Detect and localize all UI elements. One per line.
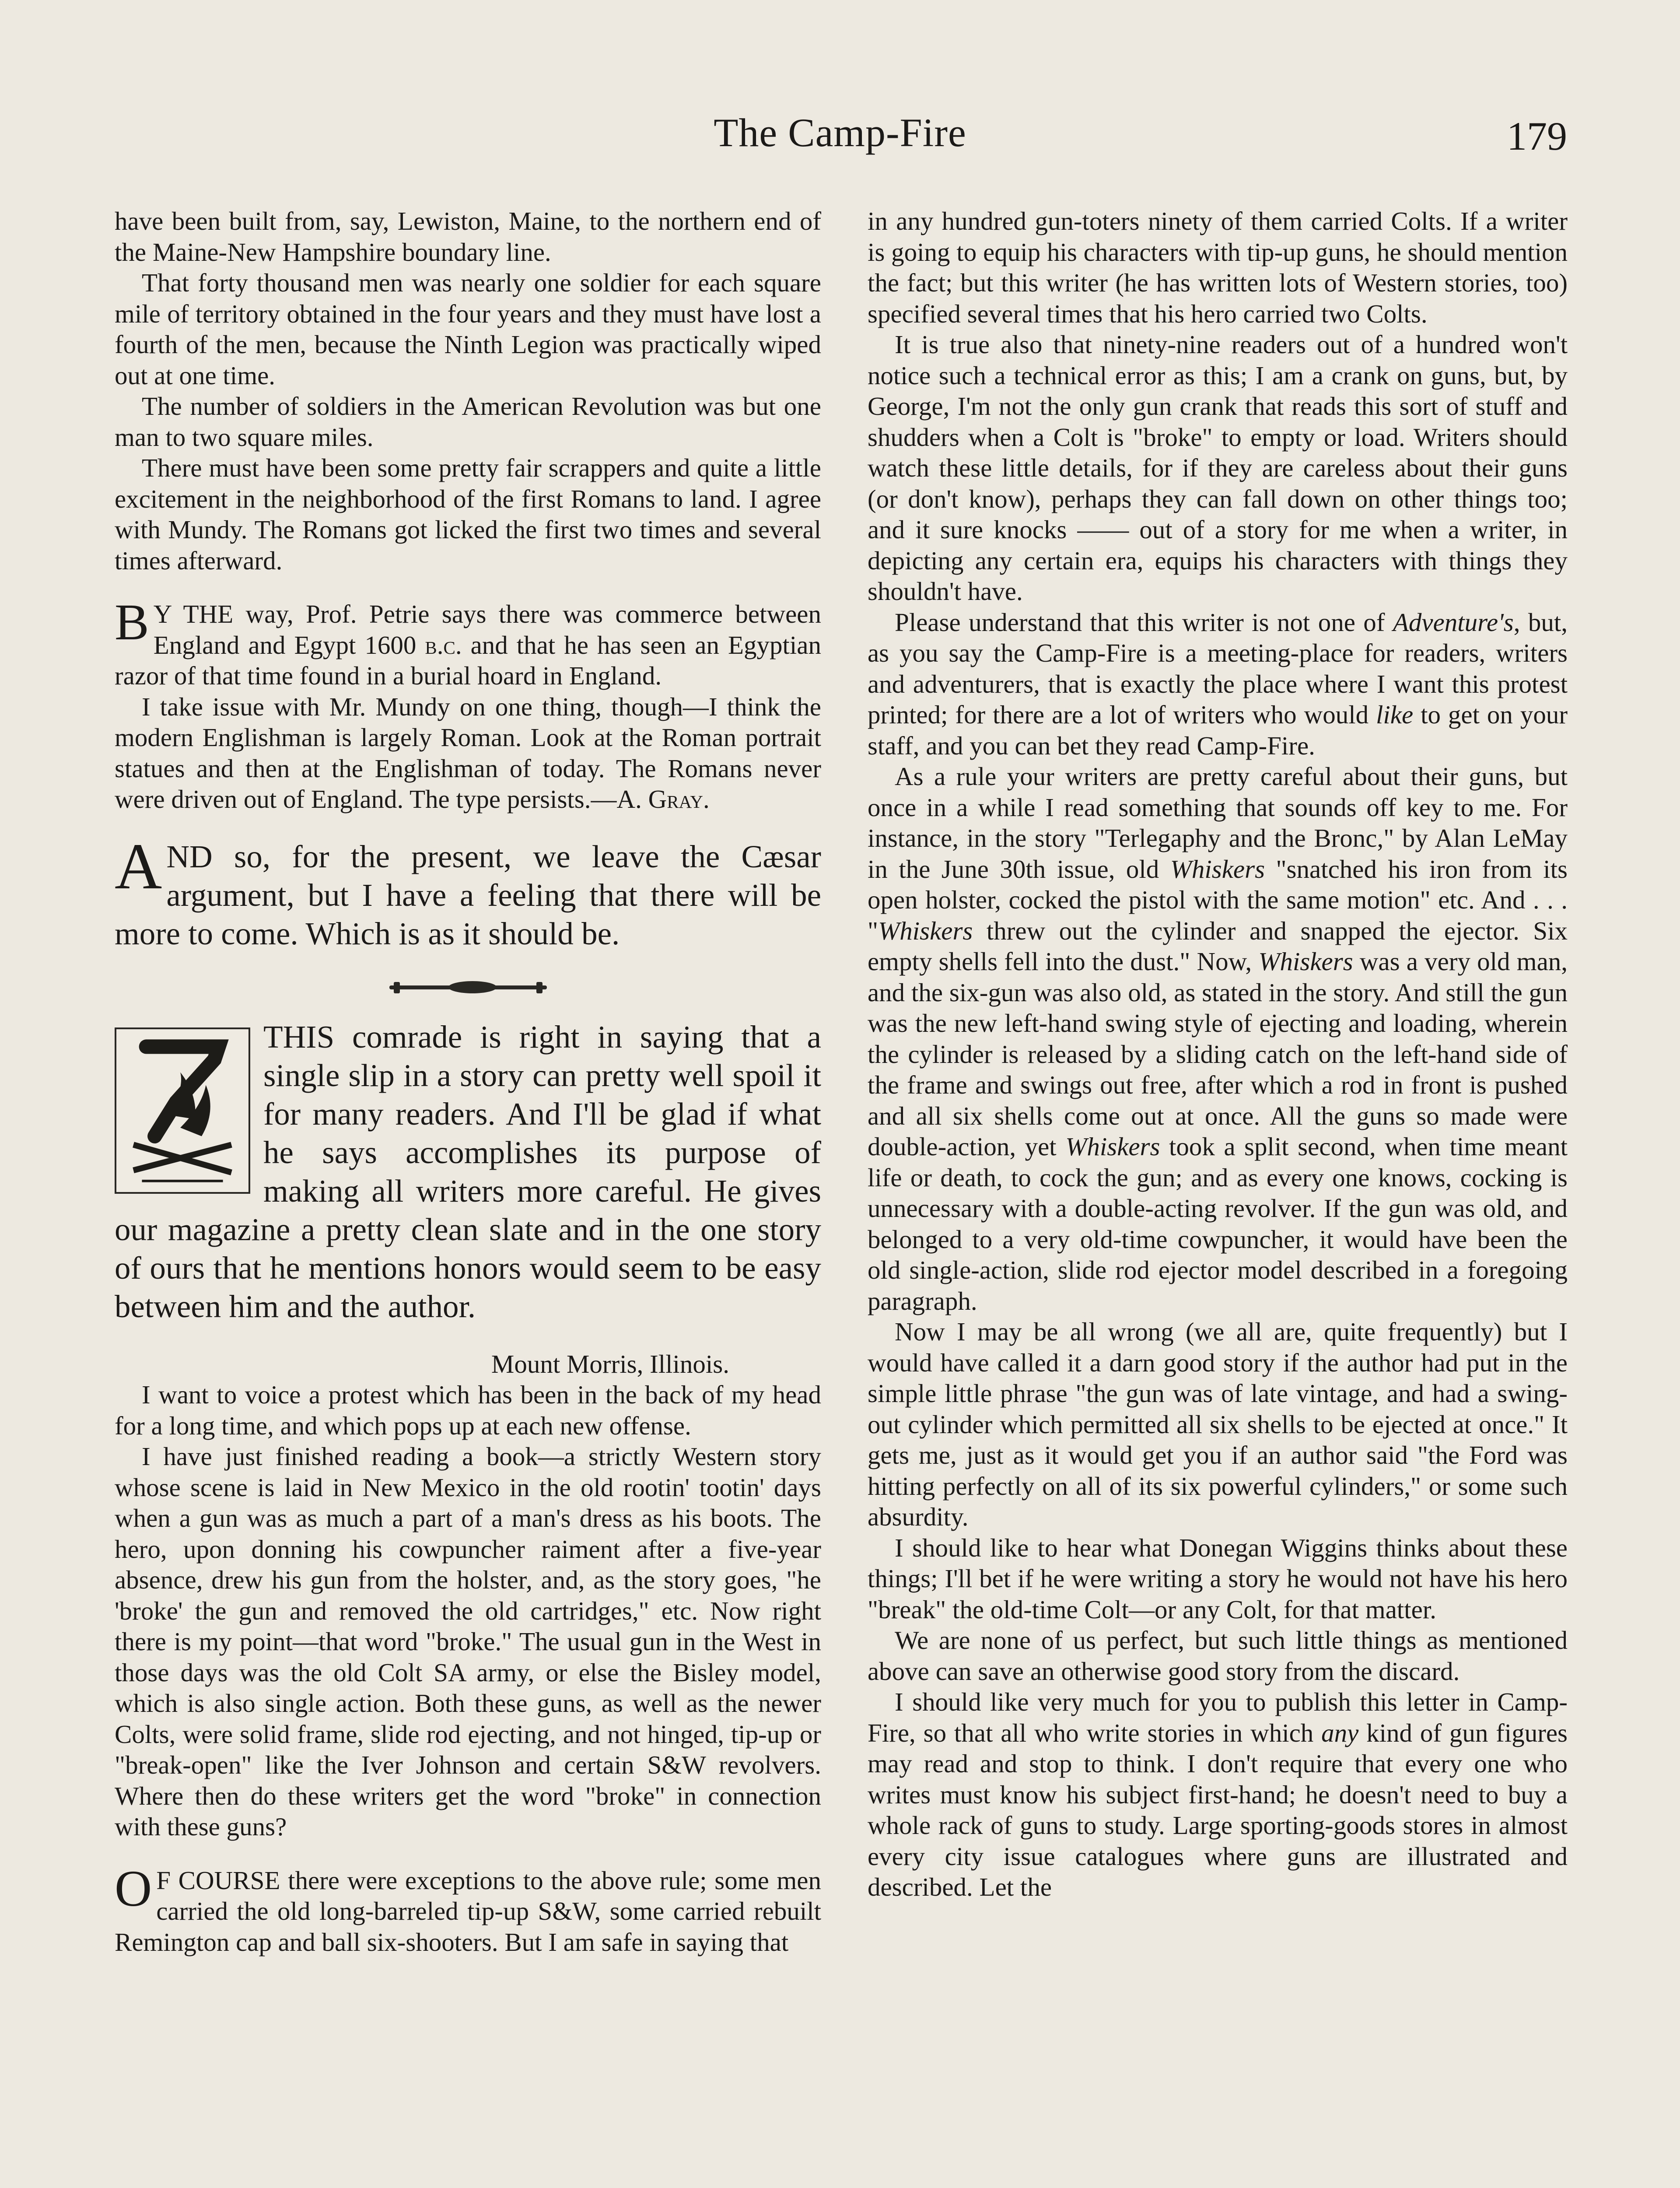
paragraph: I should like to hear what Donegan Wiggins thinks about these things; I'll bet if he were writing a story he would not have his hero "break" the old-time Colt—or any Colt, for that matter.	[868, 1533, 1568, 1624]
paragraph: There must have been some pretty fair scrappers and quite a little excitement in the neighborhood of the first Romans to land. I agree with Mundy. The Romans got licked the first two times and several times afterward.	[115, 453, 821, 575]
signature: A. Gray.	[616, 785, 710, 813]
paragraph: O F COURSE there were exceptions to the above rule; some men carried the old long-barreled tip-up S&W, some carried rebuilt Remington cap and ball six-shooters. But I am safe in saying that	[115, 1859, 821, 1957]
paragraph: have been built from, say, Lewiston, Maine, to the northern end of the Maine-New Hampshire boundary line.	[115, 207, 821, 266]
paragraph: I have just finished reading a book—a strictly Western story whose scene is laid in New Mexico in the old rootin' tootin' days when a gun was as much a part of a man's dress as his boots. The hero, upon donning his cowpuncher raiment after a five-year absence, drew his gun from the holster, and, as the story goes, "he 'broke' the gun and removed the old cartridges," etc. Now right there is my point—that word "broke." The usual gun in the West in those days was the old Colt SA army, or else the Bisley model, which is also single action. Both these guns, as well as the newer Colts, were solid frame, slide rod ejecting, and not hinged, tip-up or "break-open" like the Iver Johnson and certain S&W revolvers. Where then do these writers get the word "broke" in connection with these guns?	[115, 1442, 821, 1841]
initial-letter: O	[115, 1859, 152, 1917]
page-number: 179	[1507, 114, 1567, 158]
paragraph: We are none of us perfect, but such little things as mentioned above can save an otherwise good story from the discard.	[868, 1626, 1568, 1686]
lead-in: ND	[166, 838, 213, 874]
paragraph: As a rule your writers are pretty careful about their guns, but once in a while I read something that sounds off key to me. For instance, in the story "Terlegaphy and the Bronc," by Alan LeMay in the June 30th issue, old Whiskers "snatched his iron from its open holster, cocked the pistol with the same motion" etc. And . . . "Whiskers threw out the cylinder and snapped the ejector. Six empty shells fell into the dust." Now, Whiskers was a very old man, and the six-gun was also old, as stated in the story. And still the gun was the new left-hand swing style of ejecting and loading, wherein the cylinder is released by a sliding catch on the left-hand side of the frame and swings out free, after which a rod in front is pushed and all six shells come out at once. All the guns so made were double-action, yet Whiskers took a split second, when time meant life or death, to cock the gun; and as every one knows, cocking is unnecessary with a double-acting revolver. If the gun was old, and belonged to a very old-time cowpuncher, it would have been the old single-action, slide rod ejector model described in a foregoing paragraph.	[868, 762, 1568, 1315]
paragraph: It is true also that ninety-nine readers out of a hundred won't notice such a technical error as this; I am a crank on guns, but, by George, I'm not the only gun crank that reads this sort of stuff and shudders when a Colt is "broke" to empty or load. Writers should watch these little details, for if they are careless about their guns (or don't know), perhaps they can fall down on other things too; and it sure knocks —— out of a story for me when a writer, in depicting any certain era, equips his characters with things they shouldn't have.	[868, 330, 1568, 606]
initial-letter: A	[115, 830, 162, 903]
lead-in: F COURSE	[156, 1865, 280, 1895]
paragraph: Please understand that this writer is not one of Adventure's, but, as you say the Camp-Fire is a meeting-place for readers, writers and adventurers, that is exactly the place where I want this protest printed; for there are a lot of writers who would like to get on your staff, and you can bet they read Camp-Fire.	[868, 607, 1568, 760]
paragraph: I should like very much for you to publish this letter in Camp-Fire, so that all who write stories in which any kind of gun figures may read and stop to think. I don't require that every one who writes must know his subject first-hand; he doesn't need to buy a whole rack of guns to study. Large sporting-goods stores in almost every city issue catalogues where guns are illustrated and described. Let the	[868, 1687, 1568, 1901]
campfire-illustration-icon	[115, 1027, 250, 1194]
running-head	[0, 109, 1680, 162]
paragraph: AND so, for the present, we leave the Cæsar argument, but I have a feeling that there will be more to come. Which is as it should be.	[115, 830, 821, 951]
paragraph: THIS comrade is right in saying that a single slip in a story can pretty well spoil it for many readers. And I'll be glad if what he says accomplishes its purpose of making all writers more careful. He gives our magazine a pretty clean slate and in the one story of ours that he mentions honors would seem to be easy between him and the author.	[115, 1019, 821, 1324]
era-abbrev: b.c.	[425, 630, 462, 659]
character-name: Whiskers	[1170, 854, 1265, 884]
paragraph: Now I may be all wrong (we all are, quite frequently) but I would have called it a darn good story if the author had put in the simple little phrase "the gun was of late vintage, and had a swing-out cylinder which permitted all six shells to be ejected at once." It gets me, just as it would get you if an author said "the Ford was hitting perfectly on all of its six powerful cylinders," or some such absurdity.	[868, 1317, 1568, 1531]
paragraph: That forty thousand men was nearly one soldier for each square mile of territory obtained in the four years and they must have lost a fourth of the men, because the Ninth Legion was practically wiped out at one time.	[115, 268, 821, 390]
rifle-ornament-icon	[385, 974, 551, 1000]
letter-place: Mount Morris, Illinois.	[491, 1349, 729, 1378]
paragraph: I want to voice a protest which has been in the back of my head for a long time, and which pops up at each new offense.	[115, 1380, 821, 1440]
paragraph: The number of soldiers in the American Revolution was but one man to two square miles.	[115, 392, 821, 452]
section-title: The Camp-Fire	[714, 110, 966, 155]
character-name: Whiskers	[878, 916, 973, 945]
left-column	[115, 206, 821, 1957]
paragraph: in any hundred gun-toters ninety of them carried Colts. If a writer is going to equip his characters with tip-up guns, he should mention the fact; but this writer (he has written lots of Western stories, too) specified several times that his hero carried two Colts.	[868, 207, 1568, 328]
editor-note	[115, 830, 821, 1326]
paragraph: I take issue with Mr. Mundy on one thing, though—I think the modern Englishman is largely Roman. Look at the Roman portrait statues and then at the Englishman of today. The Romans never were driven out of England. The type persists.—A. Gray.	[115, 692, 821, 813]
paragraph: B Y THE way, Prof. Petrie says there was commerce between England and Egypt 1600 b.c. and that he has seen an Egyptian razor of that time found in a burial hoard in England.	[115, 593, 821, 690]
right-column	[868, 206, 1568, 1903]
magazine-name: Adventure's	[1393, 607, 1514, 637]
initial-letter: B	[115, 593, 149, 651]
character-name: Whiskers	[1258, 947, 1353, 976]
character-name: Whiskers	[1065, 1132, 1160, 1161]
lead-in: Y THE	[153, 600, 234, 628]
